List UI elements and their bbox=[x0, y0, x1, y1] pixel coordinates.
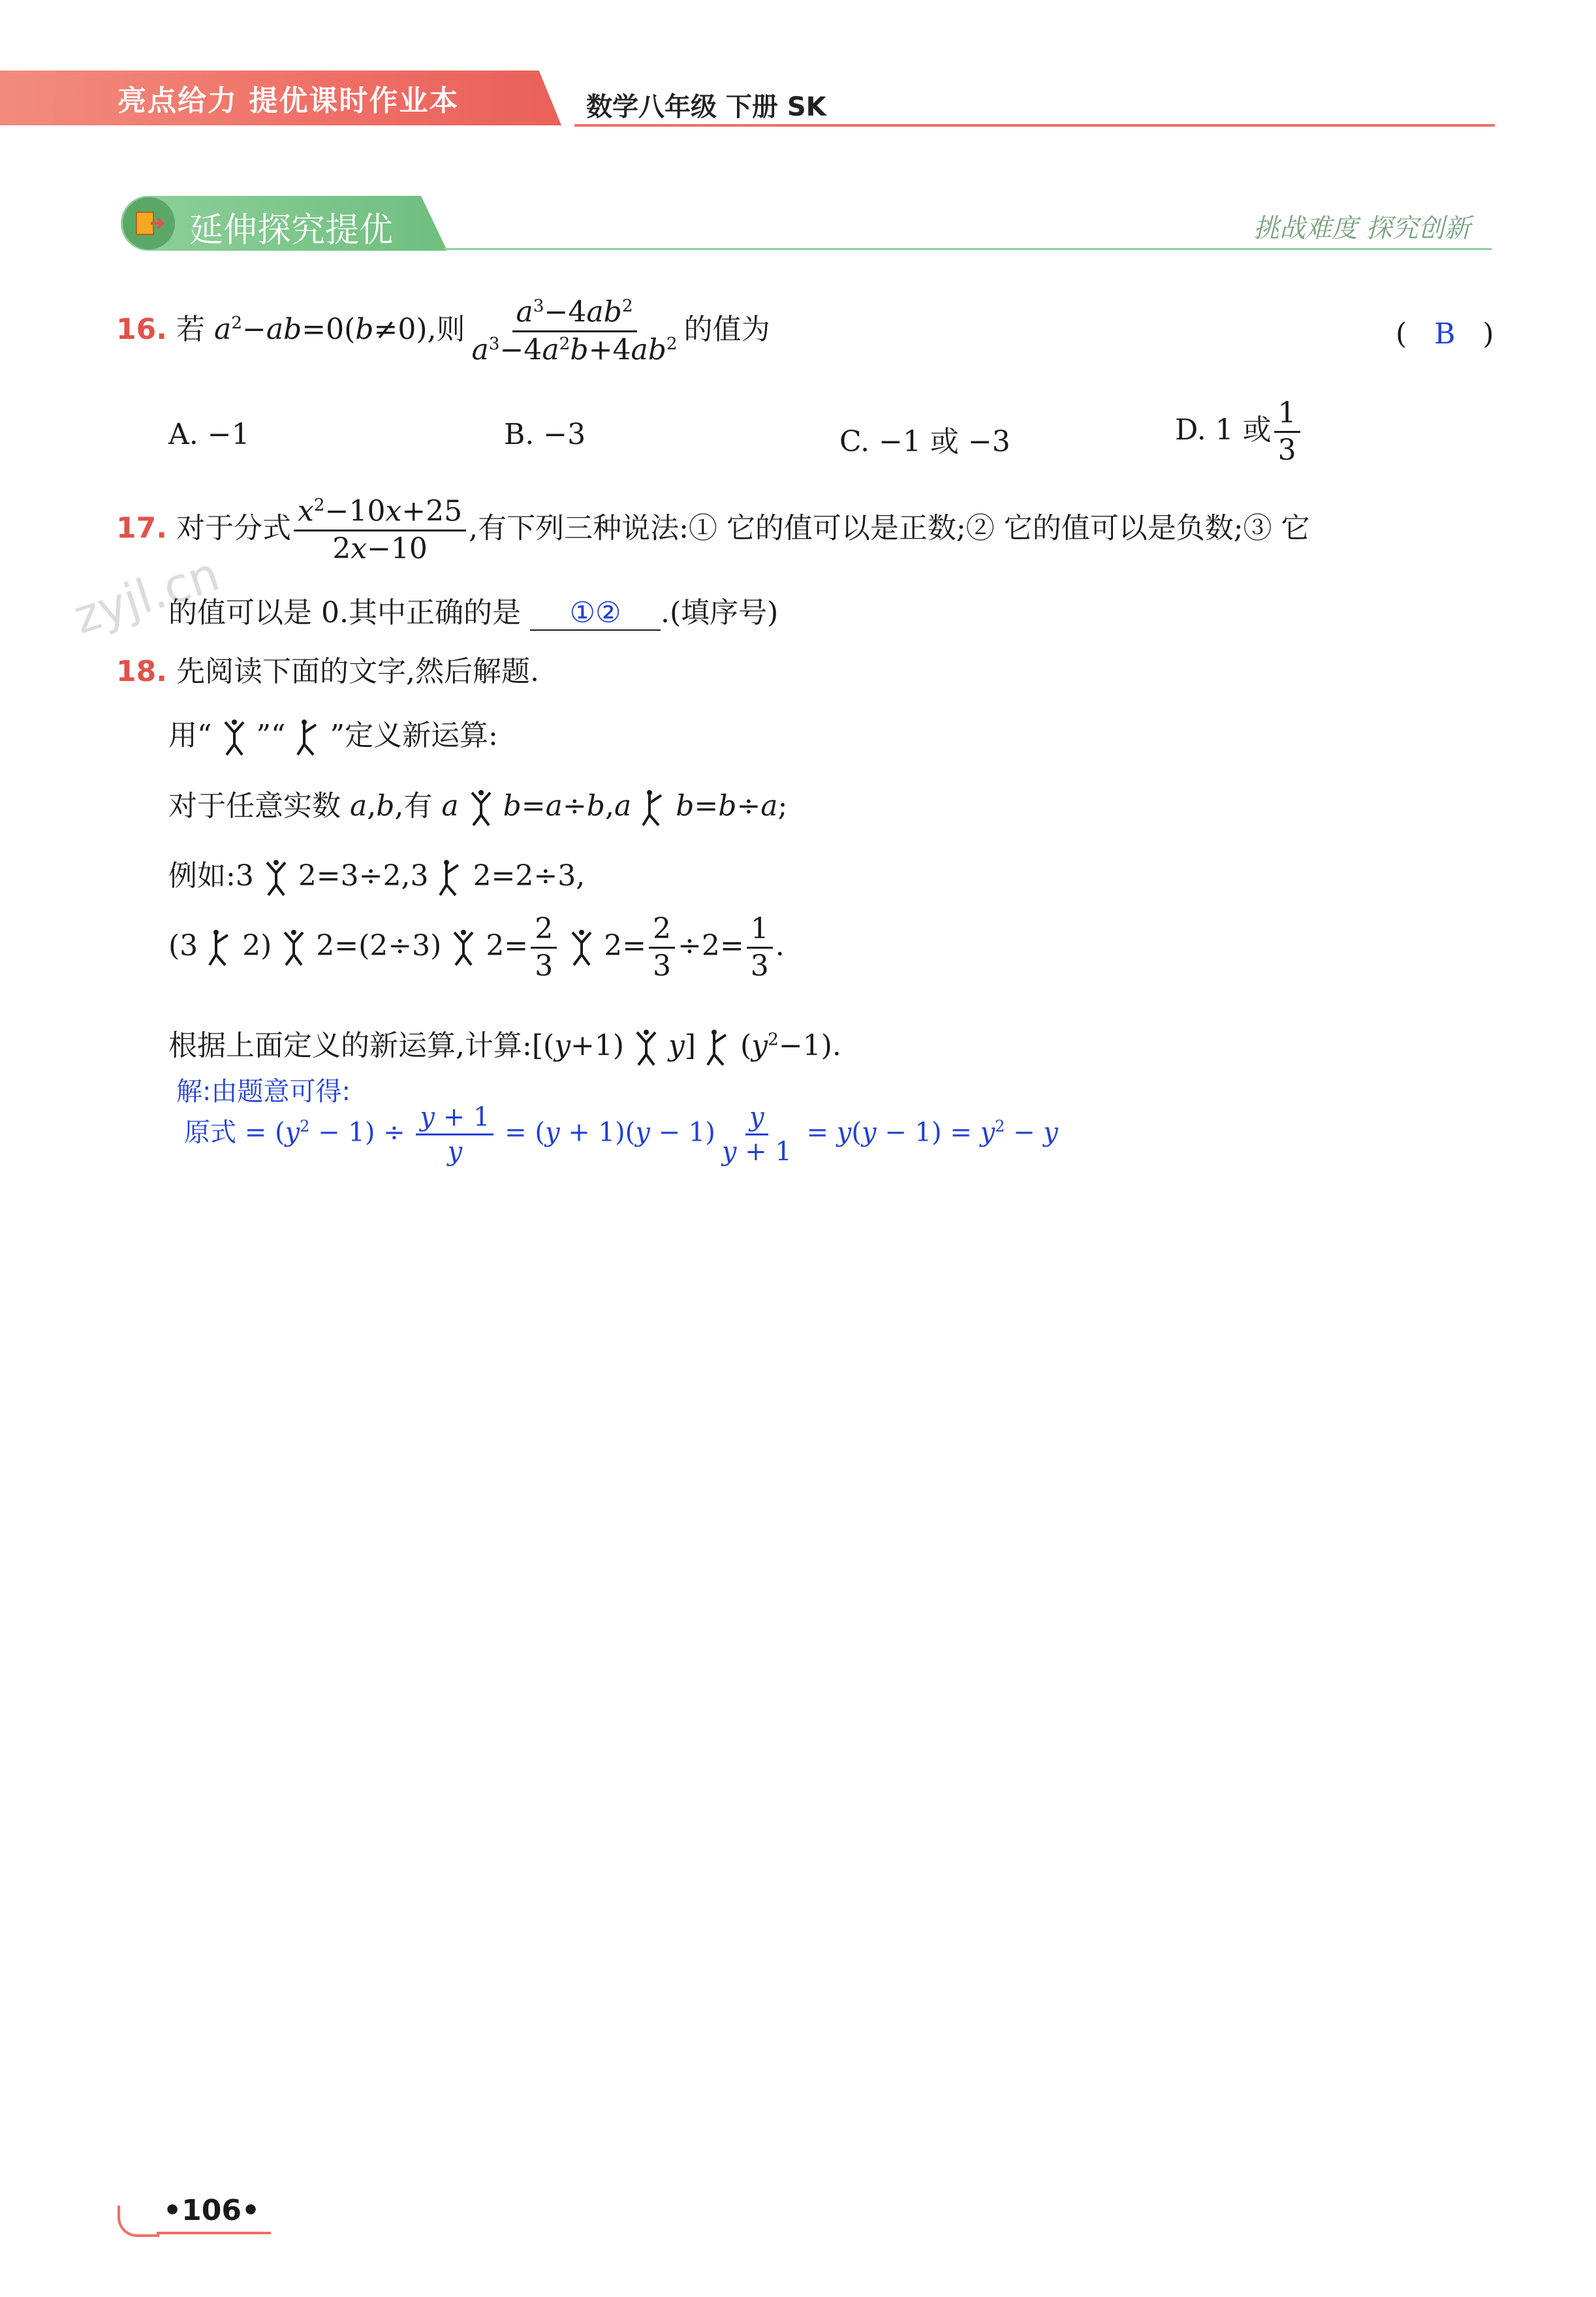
page-number: •106• bbox=[163, 2194, 260, 2227]
header-rule bbox=[574, 124, 1495, 127]
section-rule bbox=[444, 248, 1492, 250]
definition-line: 用“ ”“ ”定义新运算: bbox=[168, 712, 498, 757]
footer-rule bbox=[157, 2232, 271, 2234]
stick-right-icon bbox=[633, 1028, 659, 1068]
stick-left-icon bbox=[437, 859, 463, 898]
option-a: A. −1 bbox=[168, 418, 250, 451]
stick-right-icon bbox=[221, 718, 247, 757]
question-16: 16. 若 $a^2-ab=0(b\ne 0)$,则 $\frac{a^3-4ab^2}{a^3-4a^2b+4ab^2}$ 的值为 bbox=[116, 295, 770, 367]
stick-right-icon bbox=[468, 789, 494, 828]
section-slogan: 挑战难度 探究创新 bbox=[1253, 214, 1471, 244]
example-line: 例如:3 2=3÷2,3 2=2÷3, bbox=[168, 852, 585, 898]
series-title: 亮点给力 提优课时作业本 bbox=[117, 84, 460, 118]
q16-answer: B bbox=[1434, 317, 1456, 351]
q17-fraction: $\frac{x^2-10x+25}{2x-10}$ bbox=[294, 496, 466, 564]
option-d: D. 1 或 $\frac{1}{3}$ bbox=[1175, 398, 1303, 466]
stick-right-icon bbox=[450, 928, 477, 968]
rule-line: 对于任意实数 a,b,有 a b=a÷b,a b=b÷a; bbox=[168, 782, 787, 828]
solution-formula: 原式 = $(y^2 - 1)$ ÷ $\frac{y + 1}{y}$ = (y + 1)(y − 1) $\frac{y}{y + 1}$ = $y(y - 1) = y^2 - y$ bbox=[184, 1102, 1059, 1167]
stick-left-icon bbox=[207, 928, 233, 968]
question-number: 17. bbox=[116, 511, 167, 545]
q16-fraction: $\frac{a^3-4ab^2}{a^3-4a^2b+4ab^2}$ bbox=[471, 295, 678, 367]
question-18: 18. 先阅读下面的文字,然后解题. bbox=[116, 655, 539, 688]
compound-example: (3 2) 2=(2÷3) 2= $\frac{2}{3}$ 2= $\frac{2}{3}$ ÷2= $\frac{1}{3}$ . bbox=[168, 912, 785, 983]
option-b: B. −3 bbox=[504, 418, 586, 451]
task-line: 根据上面定义的新运算,计算:[(y+1) y] $(y^2-1)$. bbox=[168, 1022, 841, 1068]
stick-left-icon bbox=[705, 1028, 731, 1068]
question-17-line2: 的值可以是 0.其中正确的是 ①② .(填序号) bbox=[168, 596, 779, 629]
q17-answer-blank: ①② bbox=[530, 596, 661, 631]
stick-right-icon bbox=[263, 859, 289, 898]
solution-label: 解:由题意可得: bbox=[176, 1077, 351, 1107]
answer-bracket: ( B ) bbox=[1396, 317, 1494, 351]
question-number: 16. bbox=[116, 312, 167, 346]
stick-left-icon bbox=[295, 718, 321, 757]
book-arrow-icon bbox=[123, 197, 175, 249]
footer-decoration bbox=[117, 2206, 159, 2237]
question-17: 17. 对于分式 $\frac{x^2-10x+25}{2x-10}$ ,有下列三种说法:① 它的值可以是正数;② 它的值可以是负数;③ 它 bbox=[116, 494, 1310, 565]
watermark: zyjl.cn bbox=[67, 546, 226, 645]
stick-right-icon bbox=[281, 928, 307, 968]
option-c: C. −1 或 −3 bbox=[839, 425, 1010, 458]
question-number: 18. bbox=[116, 655, 167, 688]
stick-right-icon bbox=[569, 928, 595, 968]
stick-left-icon bbox=[640, 789, 666, 828]
section-title: 延伸探究提优 bbox=[189, 211, 394, 250]
book-info: 数学八年级 下册 SK bbox=[586, 92, 826, 122]
